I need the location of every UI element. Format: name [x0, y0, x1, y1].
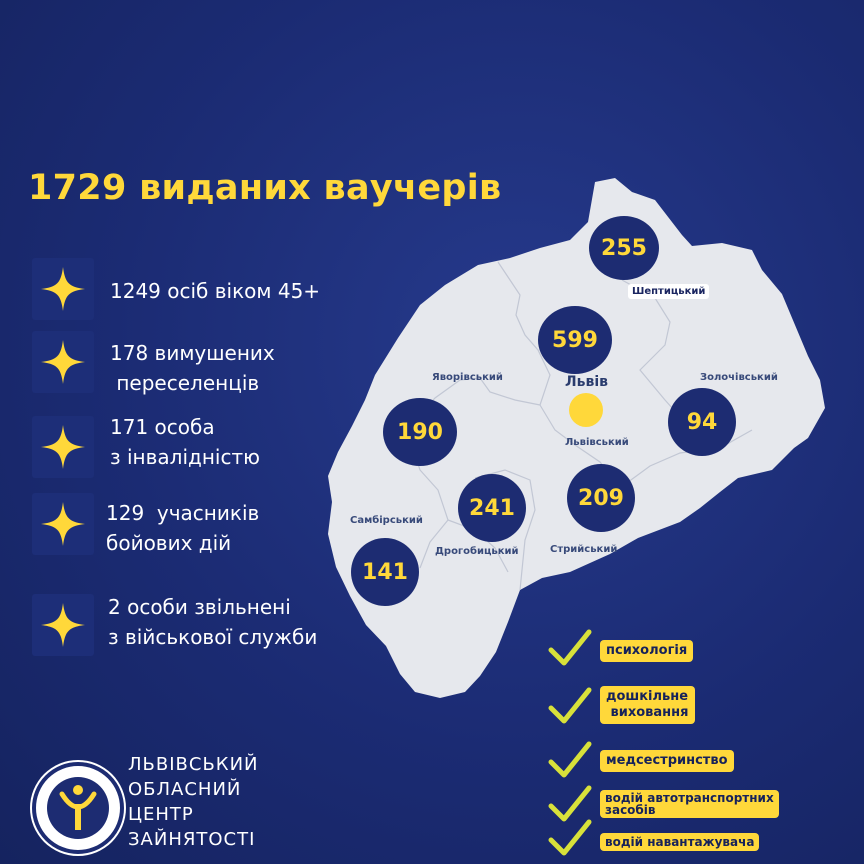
course-label: водій автотранспортних засобів — [600, 790, 779, 818]
district-label-yavoriv: Яворівський — [432, 372, 503, 383]
district-label-stryi: Стрийський — [550, 544, 618, 555]
district-label-zolochiv: Золочівський — [700, 372, 778, 383]
city-label: Львів — [565, 374, 608, 390]
star-icon — [32, 416, 94, 478]
district-tag-sheptytskyi: Шептицький — [628, 284, 709, 299]
star-icon — [32, 331, 94, 393]
checkmark-icon — [548, 818, 592, 858]
district-label-lviv: Львівський — [565, 437, 629, 448]
bubble-yavoriv: 190 — [383, 398, 457, 466]
bubble-sheptytskyi: 255 — [589, 216, 659, 280]
stat-text: 2 особи звільнені з військової служби — [108, 595, 318, 649]
stat-text: 1249 осіб віком 45+ — [110, 279, 321, 303]
course-label: водій навантажувача — [600, 833, 759, 851]
course-label: медсестринство — [600, 750, 734, 772]
stat-text: 178 вимушених переселенців — [110, 341, 275, 395]
headline: 1729 виданих ваучерів — [28, 168, 502, 208]
bubble-sambir: 141 — [351, 538, 419, 606]
organization-name: ЛЬВІВСЬКИЙ ОБЛАСНИЙ ЦЕНТР ЗАЙНЯТОСТІ — [128, 754, 259, 850]
star-icon — [32, 594, 94, 656]
checkmark-icon — [548, 628, 592, 668]
bubble-lviv: 599 — [538, 306, 612, 374]
district-label-sambir: Самбірський — [350, 515, 423, 526]
course-label: психологія — [600, 640, 693, 662]
lviv-city-marker — [569, 393, 603, 427]
bubble-stryi: 209 — [567, 464, 635, 532]
bubble-drohobych: 241 — [458, 474, 526, 542]
star-icon — [32, 258, 94, 320]
checkmark-icon — [548, 740, 592, 780]
star-icon — [32, 493, 94, 555]
course-label: дошкільне виховання — [600, 686, 695, 724]
checkmark-icon — [548, 686, 592, 726]
employment-service-logo — [30, 760, 126, 856]
stat-text: 129 учасників бойових дій — [106, 501, 260, 555]
bubble-zolochiv: 94 — [668, 388, 736, 456]
stat-text: 171 особа з інвалідністю — [110, 415, 260, 469]
district-label-drohobych: Дрогобицький — [435, 546, 519, 557]
